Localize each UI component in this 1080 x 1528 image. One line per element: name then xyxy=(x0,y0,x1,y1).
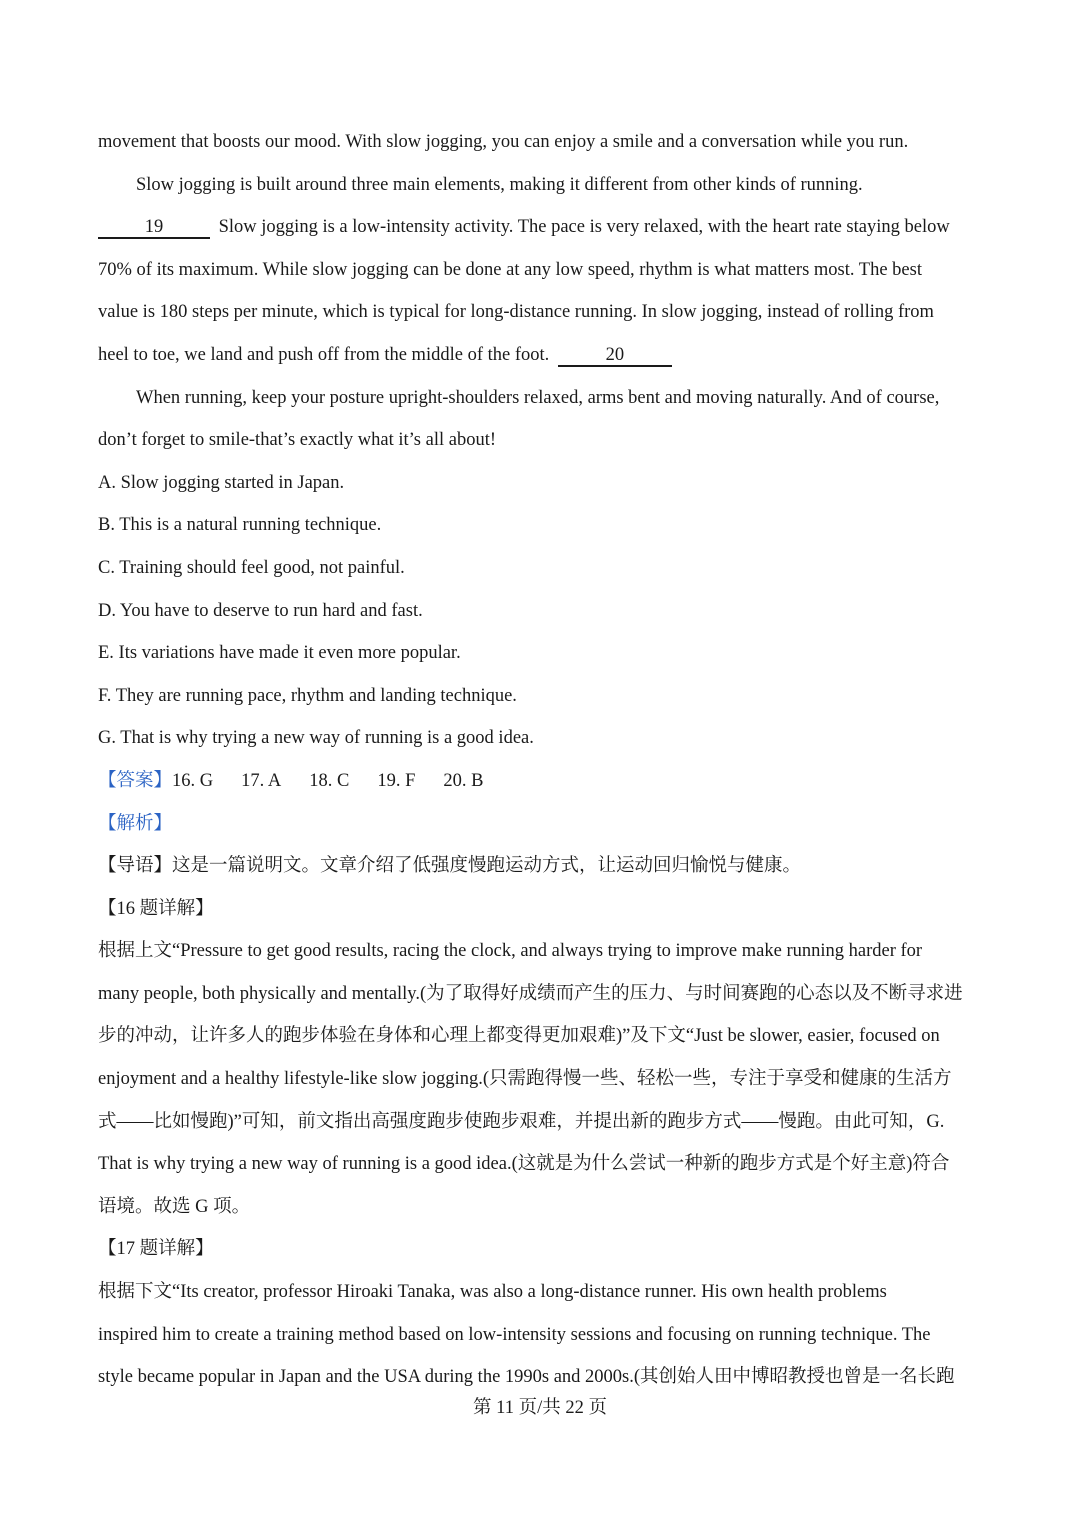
q16-title: 【16 题详解】 xyxy=(98,898,214,919)
q16-line: 语境。故选 G 项。 xyxy=(98,1196,251,1217)
paragraph-line: When running, keep your posture upright-shoulders relaxed, arms bent and moving naturally. And of course, xyxy=(136,387,940,408)
paragraph-line: 70% of its maximum. While slow jogging can be done at any low speed, rhythm is what matters most. The best xyxy=(98,259,922,280)
q16-line: many people, both physically and mentally.(为了取得好成绩而产生的压力、与时间赛跑的心态以及不断寻求进 xyxy=(98,983,963,1004)
q16-line: enjoyment and a healthy lifestyle-like slow jogging.(只需跑得慢一些、轻松一些，专注于享受和健康的生活方 xyxy=(98,1069,952,1090)
q16-line: That is why trying a new way of running is a good idea.(这就是为什么尝试一种新的跑步方式是个好主意)符合 xyxy=(98,1154,950,1175)
option-d: D. You have to deserve to run hard and fast. xyxy=(98,600,423,621)
answer-label: 【答案】 xyxy=(98,770,173,791)
analysis-label: 【解析】 xyxy=(98,813,173,834)
option-a: A. Slow jogging started in Japan. xyxy=(98,472,345,493)
blank-20: 20 xyxy=(558,345,672,367)
q17-line: style became popular in Japan and the USA during the 1990s and 2000s.(其创始人田中博昭教授也曾是一名长跑 xyxy=(98,1367,955,1388)
answer-item: 18. C xyxy=(309,770,350,791)
answer-item: 19. F xyxy=(377,770,416,791)
document-body xyxy=(98,121,984,1399)
q17-line: 根据下文“Its creator, professor Hiroaki Tanaka, was also a long-distance runner. His own health problems xyxy=(98,1282,887,1303)
q16-line: 根据上文“Pressure to get good results, racing the clock, and always trying to improve make running harder for xyxy=(98,941,923,962)
paragraph-text: heel to toe, we land and push off from the middle of the foot. xyxy=(98,344,550,365)
option-c: C. Training should feel good, not painful. xyxy=(98,557,405,578)
q16-line: 步的冲动，让许多人的跑步体验在身体和心理上都变得更加艰难)”及下文“Just be slower, easier, focused on xyxy=(98,1026,940,1047)
option-b: B. This is a natural running technique. xyxy=(98,515,382,536)
paragraph-line: Slow jogging is built around three main elements, making it different from other kinds of running. xyxy=(136,174,863,195)
option-f: F. They are running pace, rhythm and landing technique. xyxy=(98,685,517,706)
blank-19: 19 xyxy=(98,217,210,239)
paragraph-line: movement that boosts our mood. With slow jogging, you can enjoy a smile and a conversation while you run. xyxy=(98,132,909,152)
option-g: G. That is why trying a new way of running is a good idea. xyxy=(98,728,534,749)
q17-line: inspired him to create a training method based on low-intensity sessions and focusing on running technique. The xyxy=(98,1324,931,1345)
paragraph-line xyxy=(98,334,984,377)
page-footer: 第 11 页/共 22 页 xyxy=(473,1398,607,1418)
answer-item: 20. B xyxy=(443,770,484,791)
analysis-intro: 【导语】这是一篇说明文。文章介绍了低强度慢跑运动方式，让运动回归愉悦与健康。 xyxy=(98,856,802,877)
paragraph-line xyxy=(98,206,984,249)
answer-item: 16. G xyxy=(172,770,214,791)
option-e: E. Its variations have made it even more popular. xyxy=(98,643,461,664)
answer-item: 17. A xyxy=(241,770,282,791)
q16-line: 式——比如慢跑)”可知，前文指出高强度跑步使跑步艰难，并提出新的跑步方式——慢跑。由此可知，G. xyxy=(98,1111,945,1132)
paragraph-text: Slow jogging is a low-intensity activity. The pace is very relaxed, with the heart rate staying below xyxy=(218,217,950,238)
q17-title: 【17 题详解】 xyxy=(98,1239,214,1260)
paragraph-line: value is 180 steps per minute, which is typical for long-distance running. In slow jogging, instead of rolling from xyxy=(98,302,934,323)
paragraph-line: don’t forget to smile-that’s exactly what it’s all about! xyxy=(98,430,497,451)
answer-line xyxy=(98,760,984,803)
